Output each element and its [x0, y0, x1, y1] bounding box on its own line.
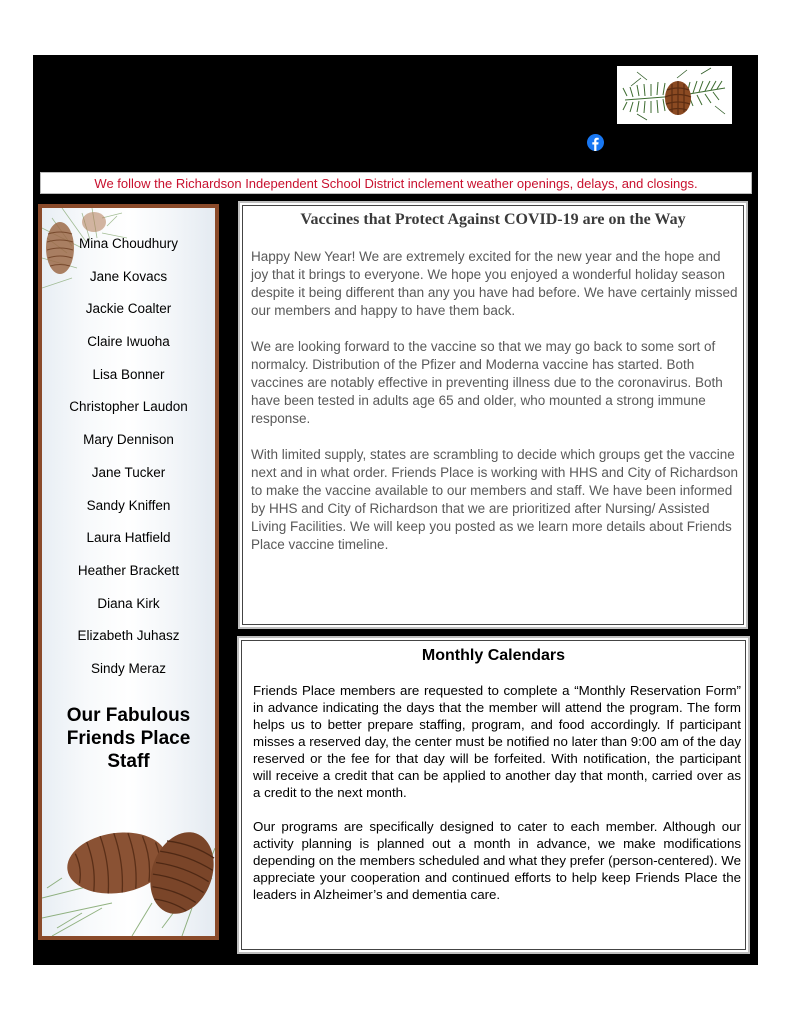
article-paragraph: Our programs are specifically designed to cater to each member. Although our activity planning is planned out a month in advance, we make modifications depending on the members scheduled and what they prefer (person-centered). We appreciate your cooperation and continued efforts to help keep Friends Place the leaders in Alzheimer’s and dementia care. [253, 819, 741, 902]
article-paragraph: With limited supply, states are scrambling to decide which groups get the vaccine next and in what order. Friends Place is working with HHS and City of Richardson to make the vaccine available to our members and staff. We have been informed by HHS and City of Richardson that we are prioritized after Nursing/ Assisted Living Facilities. We will keep you posted as we learn more details about Friends Place vaccine timeline. [251, 447, 738, 552]
staff-name: Heather Brackett [77, 562, 180, 578]
staff-name-list [42, 234, 215, 692]
article-paragraph: Friends Place members are requested to complete a “Monthly Reservation Form” in advance indicating the days that the member will attend the program. The form helps us to better prepare staffing, program, and food accordingly. If participant misses a reserved day, the center must be notified no later than 9:00 am of the day reserved or the fee for that day will be forfeited. With notification, the participant will receive a credit that can be applied to another day that month, carried over as a credit to the next month. [253, 683, 741, 800]
staff-name: Christopher Laudon [69, 399, 188, 415]
pine-cones-bottom-image [42, 808, 215, 936]
staff-name: Mary Dennison [83, 432, 174, 448]
vaccine-article-panel [238, 201, 748, 629]
staff-name: Claire Iwuoha [87, 334, 170, 350]
staff-name: Elizabeth Juhasz [77, 628, 180, 644]
article-paragraph: We are looking forward to the vaccine so that we may go back to some sort of normalcy. Distribution of the Pfizer and Moderna vaccine has started. Both vaccines are notably effective in preventing illness due to the coronavirus. Both have been tested in adults age 65 and older, who mounted a strong immune response. [251, 339, 723, 426]
monthly-calendars-title: Monthly Calendars [421, 647, 566, 664]
vaccine-article-body [251, 248, 741, 572]
staff-name: Jane Kovacs [89, 268, 168, 284]
staff-sidebar [38, 204, 219, 940]
weather-notice-bar [40, 172, 752, 194]
staff-name: Sandy Kniffen [86, 497, 171, 513]
staff-section-title [42, 704, 215, 773]
facebook-icon[interactable] [587, 134, 604, 151]
staff-sidebar-panel [42, 208, 215, 936]
weather-notice-text: We follow the Richardson Independent School District inclement weather openings, delays, and closings. [94, 176, 698, 191]
staff-title-line: Staff [107, 751, 150, 772]
staff-name: Sindy Meraz [90, 660, 167, 676]
staff-name: Jane Tucker [91, 464, 166, 480]
staff-name: Mina Choudhury [78, 236, 179, 251]
monthly-calendars-body [253, 682, 741, 920]
article-paragraph: Happy New Year! We are extremely excited for the new year and the hope and joy that it brings to everyone. We hope you enjoyed a wonderful holiday season despite it being different than any you have had before. We have certainly missed our members and happy to have them back. [251, 249, 738, 318]
vaccine-article-title: Vaccines that Protect Against COVID-19 are on the Way [300, 211, 686, 228]
staff-name: Laura Hatfield [86, 530, 171, 546]
staff-title-line: Friends Place [66, 728, 191, 749]
monthly-calendars-panel [237, 636, 750, 954]
pine-branch-image [617, 66, 732, 124]
staff-title-line: Our Fabulous [66, 705, 191, 726]
staff-name: Lisa Bonner [92, 366, 165, 382]
staff-name: Diana Kirk [97, 595, 160, 611]
staff-name: Jackie Coalter [85, 301, 172, 317]
